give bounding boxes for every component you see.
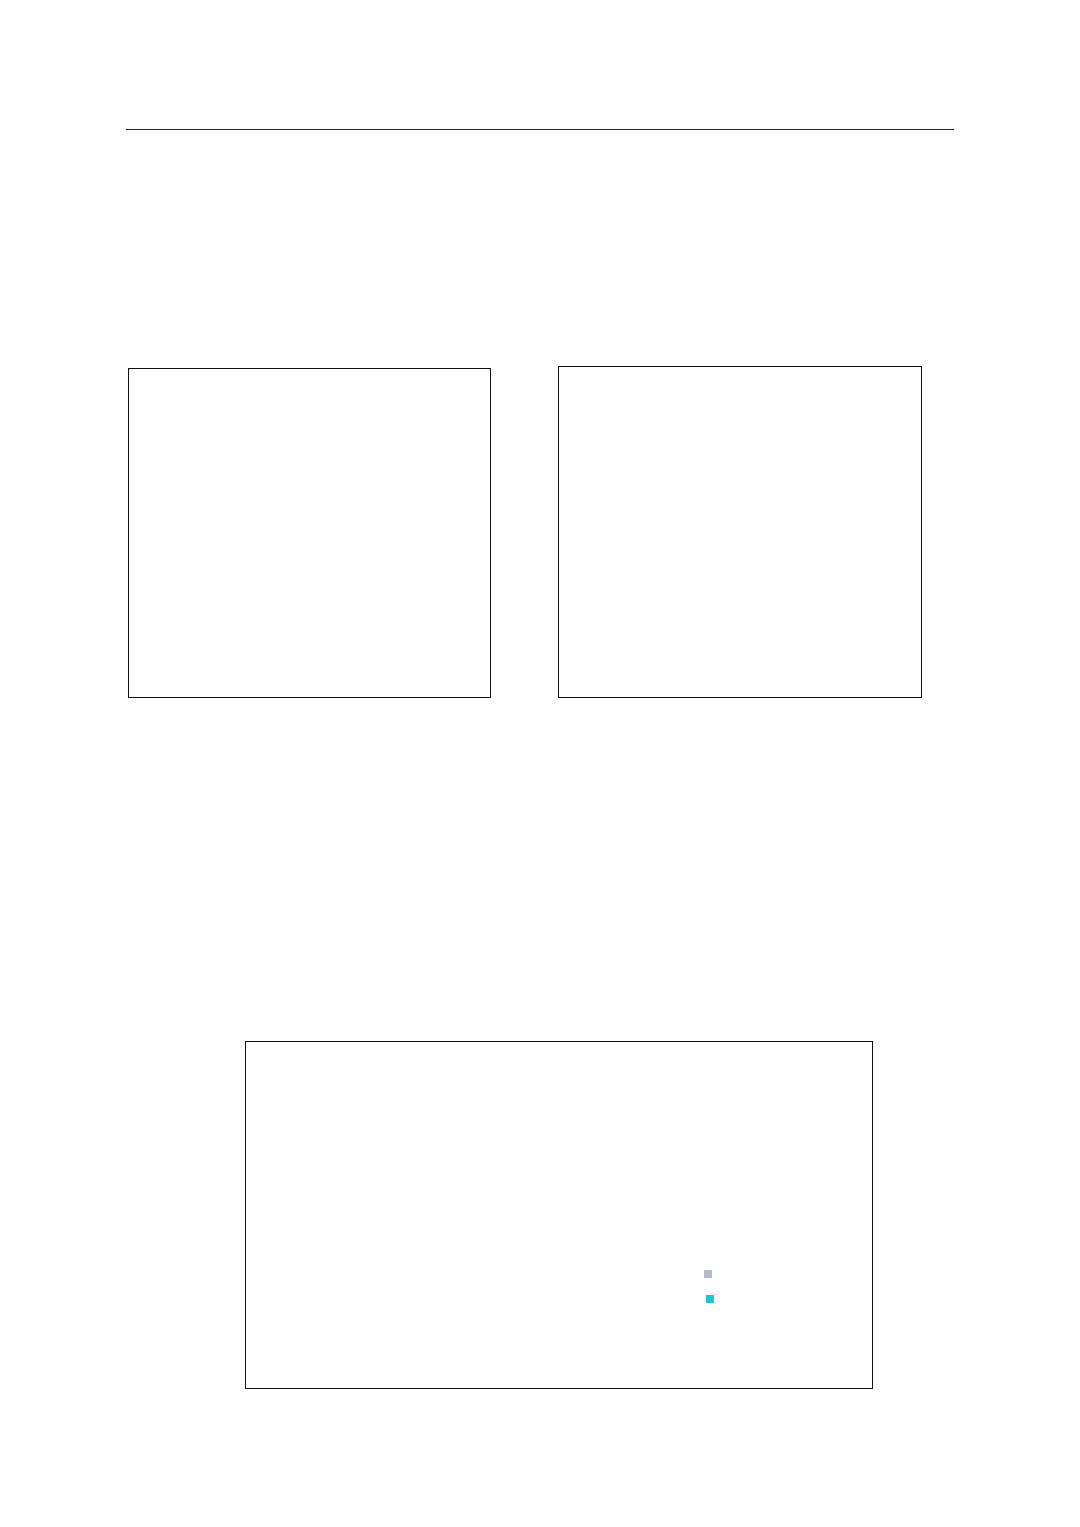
chart57-svg: [129, 369, 489, 696]
chart59-svg: [246, 1042, 871, 1387]
legend-count-swatch: [706, 1295, 714, 1303]
header-rule: [126, 129, 954, 130]
chart58-box: [558, 366, 922, 698]
legend-amount-swatch: [704, 1270, 712, 1278]
chart58-svg: [559, 367, 920, 696]
chart59-legend: [704, 1270, 714, 1303]
chart59-box: [245, 1041, 873, 1389]
chart57-box: [128, 368, 491, 698]
